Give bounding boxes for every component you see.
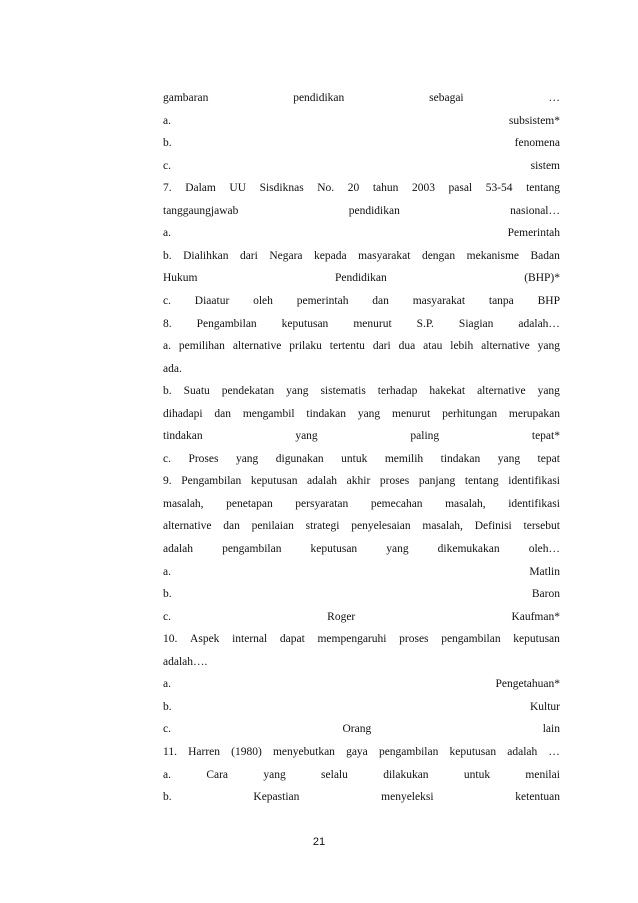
word: hakekat bbox=[429, 385, 466, 398]
text-line bbox=[163, 338, 560, 354]
text-line bbox=[163, 428, 560, 444]
word: ada. bbox=[163, 362, 182, 375]
word: pemilihan bbox=[178, 340, 225, 353]
word: tanggaungjawab bbox=[163, 204, 239, 217]
text-line bbox=[163, 496, 560, 512]
word: pendekatan bbox=[221, 385, 275, 398]
word: Sisdiknas bbox=[259, 182, 304, 195]
word: yang bbox=[537, 340, 560, 353]
word: b. bbox=[163, 700, 172, 713]
word: tindakan bbox=[440, 452, 481, 465]
word: Harren bbox=[188, 745, 221, 758]
word: keputusan bbox=[310, 543, 358, 555]
word: adalah…. bbox=[163, 655, 208, 668]
word: keputusan bbox=[250, 475, 298, 488]
word: 11. bbox=[163, 745, 177, 758]
word: identifikasi bbox=[508, 497, 560, 510]
page-number: 21 bbox=[312, 836, 326, 848]
word: oleh bbox=[253, 294, 273, 307]
word: fenomena bbox=[514, 137, 560, 150]
word: Cara bbox=[206, 768, 229, 781]
word: proses bbox=[379, 475, 410, 488]
text-line bbox=[163, 270, 560, 286]
word: masalah, bbox=[422, 520, 463, 533]
text-line bbox=[163, 699, 560, 715]
word: yang bbox=[386, 543, 409, 555]
word: tindakan bbox=[163, 430, 203, 443]
word: Baron bbox=[531, 588, 560, 601]
word: digunakan bbox=[275, 452, 324, 465]
word: Hukum bbox=[163, 272, 198, 285]
word: 53-54 bbox=[485, 182, 513, 195]
word: subsistem* bbox=[508, 114, 560, 127]
word: Roger bbox=[327, 610, 356, 623]
word: panjang bbox=[418, 475, 456, 488]
word: Dalam bbox=[185, 182, 216, 195]
word: prilaku bbox=[289, 340, 322, 353]
text-line bbox=[163, 767, 560, 783]
word: dapat bbox=[279, 633, 305, 646]
word: mempengaruhi bbox=[317, 633, 387, 646]
word: 7. bbox=[163, 182, 172, 195]
word: menyebutkan bbox=[272, 745, 335, 758]
word: lebih bbox=[450, 340, 474, 353]
text-line bbox=[163, 789, 560, 805]
word: merupakan bbox=[508, 407, 560, 420]
text-line bbox=[163, 135, 560, 151]
word: internal bbox=[232, 633, 268, 646]
text-line bbox=[163, 248, 560, 264]
word: … bbox=[548, 745, 560, 758]
word: Proses bbox=[188, 452, 219, 465]
word: dikemukakan bbox=[437, 543, 500, 555]
word: pasal bbox=[448, 182, 473, 195]
word: a. bbox=[163, 340, 171, 353]
text-line bbox=[163, 406, 560, 422]
word: sistem bbox=[530, 159, 560, 172]
word: yang bbox=[537, 385, 560, 398]
word: Definisi bbox=[474, 520, 512, 533]
word: Badan bbox=[530, 249, 560, 262]
word: tindakan bbox=[306, 407, 347, 420]
word: Pengambilan bbox=[196, 317, 257, 330]
text-line bbox=[163, 158, 560, 174]
text-line bbox=[163, 541, 560, 557]
word: penetapan bbox=[226, 497, 273, 510]
word: tentang bbox=[526, 182, 560, 195]
text-line bbox=[163, 473, 560, 489]
word: dengan bbox=[421, 249, 456, 262]
text-line bbox=[163, 564, 560, 580]
word: alternative bbox=[481, 340, 530, 353]
word: 2003 bbox=[411, 182, 435, 195]
word: (1980) bbox=[231, 745, 262, 758]
text-line bbox=[163, 451, 560, 467]
word: 8. bbox=[163, 317, 172, 330]
word: keputusan bbox=[449, 745, 497, 758]
word: dihadapi bbox=[163, 407, 203, 420]
word: alternative bbox=[477, 385, 526, 398]
word: pendidikan bbox=[293, 92, 345, 104]
word: Diaatur bbox=[194, 294, 230, 307]
word: sistematis bbox=[320, 385, 366, 398]
word: pemerintah bbox=[296, 294, 349, 307]
word: masalah, bbox=[163, 497, 204, 510]
word: alternative bbox=[163, 520, 212, 533]
word: pengambilan bbox=[378, 745, 439, 758]
word: dan bbox=[372, 294, 389, 307]
word: untuk bbox=[341, 452, 368, 465]
word: penyelesaian bbox=[351, 520, 411, 533]
word: gambaran bbox=[163, 92, 209, 104]
word: dari bbox=[372, 340, 391, 353]
word: Pengetahuan* bbox=[495, 678, 560, 691]
word: identifikasi bbox=[508, 475, 560, 488]
word: yang bbox=[497, 452, 521, 465]
word: paling bbox=[410, 430, 440, 443]
word: masyarakat bbox=[358, 249, 411, 262]
text-line bbox=[163, 316, 560, 332]
word: gaya bbox=[346, 745, 368, 758]
text-line bbox=[163, 90, 560, 106]
word: a. bbox=[163, 565, 171, 578]
word: dari bbox=[239, 249, 258, 262]
text-line bbox=[163, 676, 560, 692]
text-line bbox=[163, 586, 560, 602]
word: S.P. bbox=[416, 317, 434, 330]
word: sebagai bbox=[429, 92, 464, 104]
text-line bbox=[163, 631, 560, 647]
word: tertentu bbox=[329, 340, 365, 353]
word: keputusan bbox=[513, 633, 560, 646]
text-line bbox=[163, 383, 560, 399]
word: c. bbox=[163, 294, 171, 307]
text-line bbox=[163, 180, 560, 196]
word: Kultur bbox=[529, 700, 560, 713]
word: pendidikan bbox=[348, 204, 400, 217]
word: menurut bbox=[392, 407, 431, 420]
word: yang bbox=[235, 452, 259, 465]
word: Kaufman* bbox=[511, 610, 560, 623]
word: 10. bbox=[163, 633, 178, 646]
word: tepat* bbox=[531, 430, 560, 443]
word: menurut bbox=[353, 317, 392, 330]
word: b. bbox=[163, 385, 172, 398]
word: keputusan bbox=[281, 317, 329, 330]
word: menilai bbox=[525, 768, 560, 781]
word: b. bbox=[163, 249, 172, 262]
word: (BHP)* bbox=[524, 272, 560, 285]
word: dilakukan bbox=[383, 768, 429, 781]
word: UU bbox=[229, 182, 247, 195]
word: tahun bbox=[372, 182, 399, 195]
word: strategi bbox=[305, 520, 340, 533]
word: Aspek bbox=[190, 633, 220, 646]
word: lain bbox=[542, 723, 560, 736]
word: dan bbox=[214, 407, 232, 420]
word: No. bbox=[317, 182, 335, 195]
word: atau bbox=[423, 340, 443, 353]
word: mekanisme bbox=[466, 249, 520, 262]
word: c. bbox=[163, 159, 171, 172]
word: Pemerintah bbox=[507, 227, 560, 240]
word: adalah bbox=[507, 745, 538, 758]
word: tepat bbox=[537, 452, 560, 465]
word: memilih bbox=[384, 452, 424, 465]
word: yang bbox=[295, 430, 318, 443]
word: b. bbox=[163, 791, 172, 804]
word: tentang bbox=[464, 475, 499, 488]
word: c. bbox=[163, 610, 171, 623]
word: pemecahan bbox=[370, 497, 423, 510]
word: tanpa bbox=[488, 294, 514, 307]
text-line bbox=[163, 203, 560, 219]
text-line bbox=[163, 225, 560, 241]
word: Orang bbox=[342, 723, 372, 736]
word: masalah, bbox=[445, 497, 486, 510]
word: yang bbox=[357, 407, 381, 420]
word: Siagian bbox=[458, 317, 494, 330]
word: b. bbox=[163, 588, 172, 601]
word: oleh… bbox=[528, 543, 560, 555]
word: untuk bbox=[463, 768, 491, 781]
word: b. bbox=[163, 137, 172, 150]
word: menyeleksi bbox=[381, 791, 434, 804]
word: proses bbox=[399, 633, 429, 646]
word: Kepastian bbox=[253, 791, 300, 804]
word: a. bbox=[163, 768, 171, 781]
word: akhir bbox=[346, 475, 371, 488]
text-line bbox=[163, 721, 560, 737]
word: c. bbox=[163, 452, 171, 465]
text-line bbox=[163, 609, 560, 625]
word: masyarakat bbox=[412, 294, 466, 307]
word: 20 bbox=[347, 182, 360, 195]
text-line bbox=[163, 744, 560, 760]
word: mengambil bbox=[242, 407, 295, 420]
word: alternative bbox=[232, 340, 282, 353]
word: tersebut bbox=[523, 520, 560, 533]
word: pengambilan bbox=[441, 633, 501, 646]
word: a. bbox=[163, 114, 171, 127]
word: ketentuan bbox=[515, 791, 560, 804]
word: dua bbox=[398, 340, 416, 353]
text-line bbox=[163, 361, 560, 377]
word: Matlin bbox=[529, 565, 560, 578]
word: kepada bbox=[314, 249, 347, 262]
word: pengambilan bbox=[222, 543, 282, 555]
word: Negara bbox=[269, 249, 303, 262]
word: adalah… bbox=[518, 317, 560, 330]
word: dan bbox=[223, 520, 240, 533]
word: selalu bbox=[321, 768, 348, 781]
text-line bbox=[163, 293, 560, 309]
text-line bbox=[163, 113, 560, 129]
word: Suatu bbox=[183, 385, 210, 398]
text-line bbox=[163, 654, 560, 670]
word: perhitungan bbox=[442, 407, 498, 420]
word: a. bbox=[163, 678, 171, 691]
word: Pendidikan bbox=[334, 272, 387, 285]
word: a. bbox=[163, 227, 171, 240]
word: Pengambilan bbox=[181, 475, 242, 488]
word: … bbox=[548, 92, 560, 104]
word: adalah bbox=[307, 475, 338, 488]
word: nasional… bbox=[510, 204, 560, 217]
word: yang bbox=[263, 768, 286, 781]
word: terhadap bbox=[377, 385, 418, 398]
word: c. bbox=[163, 723, 171, 736]
word: 9. bbox=[163, 475, 172, 488]
word: penilaian bbox=[251, 520, 294, 533]
word: yang bbox=[286, 385, 309, 398]
word: Dialihkan bbox=[183, 249, 229, 262]
word: BHP bbox=[537, 294, 560, 307]
word: persyaratan bbox=[295, 497, 349, 510]
text-line bbox=[163, 518, 560, 534]
word: adalah bbox=[163, 543, 194, 555]
